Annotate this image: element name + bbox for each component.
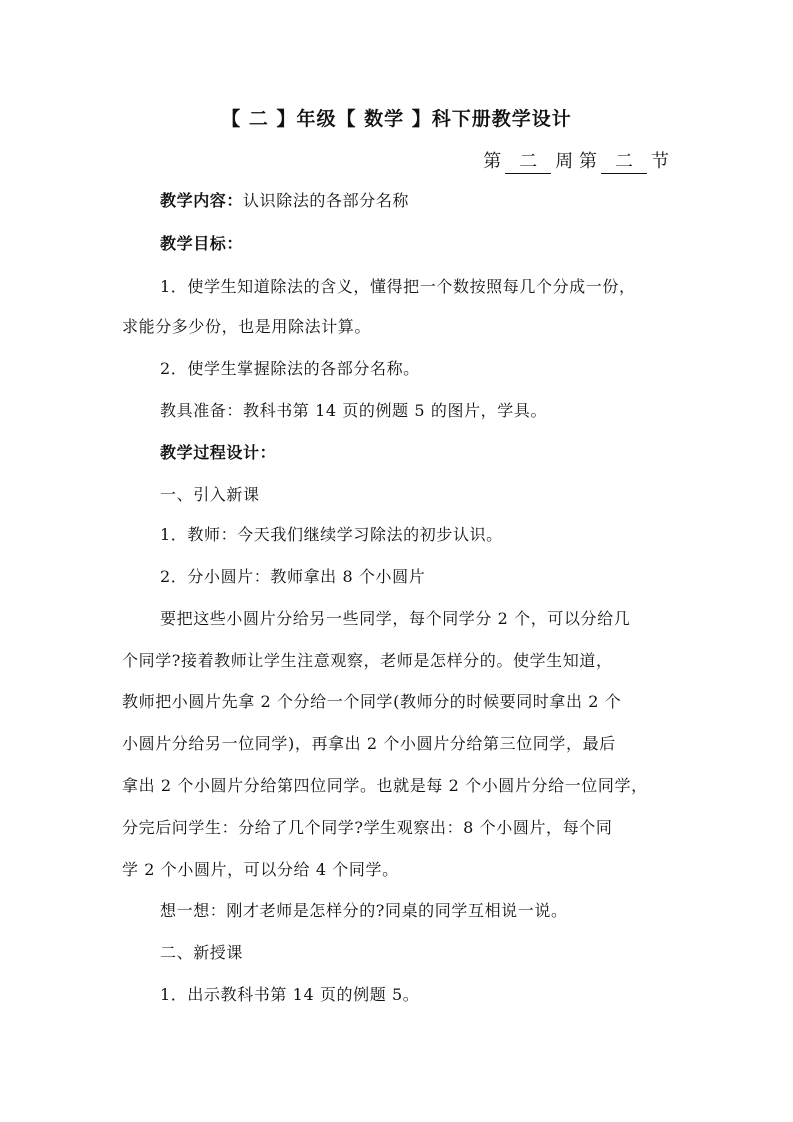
week-mid: 周 第 [555, 151, 597, 172]
content-line [160, 188, 720, 211]
week-prefix: 第 [483, 151, 502, 172]
week-suffix: 节 [651, 151, 669, 172]
process-label: 教学过程设计： [160, 443, 277, 462]
content-label: 教学内容： [160, 191, 244, 210]
paragraph-line: 个同学?接着教师让学生注意观察，老师是怎样分的。使学生知道， [122, 651, 613, 670]
paragraph-line: 小圆片分给另一位同学)，再拿出 2 个小圆片分给第三位同学，最后 [122, 734, 616, 753]
goal2: 2．使学生掌握除法的各部分名称。 [160, 359, 420, 378]
content-value: 认识除法的各部分名称 [243, 191, 410, 210]
section-2-heading: 二、新授课 [160, 943, 244, 962]
week-number: 二 [505, 147, 551, 174]
goal1-line1: 1．使学生知道除法的含义，懂得把一个数按照每几个分成一份， [160, 277, 636, 296]
paragraph-line: 拿出 2 个小圆片分给第四位同学。也就是每 2 个小圆片分给一位同学， [122, 776, 648, 795]
think-prompt: 想一想：刚才老师是怎样分的?同桌的同学互相说一说。 [160, 901, 568, 920]
paragraph-line: 要把这些小圆片分给另一些同学，每个同学分 2 个，可以分给几 [160, 609, 631, 628]
page-title: 【 二 】年级【 数学 】科下册教学设计 [221, 108, 572, 130]
section-1-item-2: 2．分小圆片：教师拿出 8 个小圆片 [160, 567, 426, 586]
goals-label: 教学目标： [160, 234, 244, 253]
period-number: 二 [601, 147, 647, 174]
paragraph-line: 学 2 个小圆片，可以分给 4 个同学。 [122, 860, 399, 879]
section-1-heading: 一、引入新课 [160, 485, 260, 504]
section-1-item-1: 1．教师：今天我们继续学习除法的初步认识。 [160, 525, 503, 544]
teaching-aids: 教具准备：教科书第 14 页的例题 5 的图片，学具。 [160, 401, 548, 420]
section-2-item-1: 1．出示教科书第 14 页的例题 5。 [160, 985, 420, 1004]
paragraph-line: 分完后问学生：分给了几个同学?学生观察出：8 个小圆片，每个同 [122, 818, 613, 837]
goal1-line2: 求能分多少份，也是用除法计算。 [122, 317, 372, 336]
week-period-line [483, 147, 669, 174]
paragraph-line: 教师把小圆片先拿 2 个分给一个同学(教师分的时候要同时拿出 2 个 [122, 692, 622, 711]
